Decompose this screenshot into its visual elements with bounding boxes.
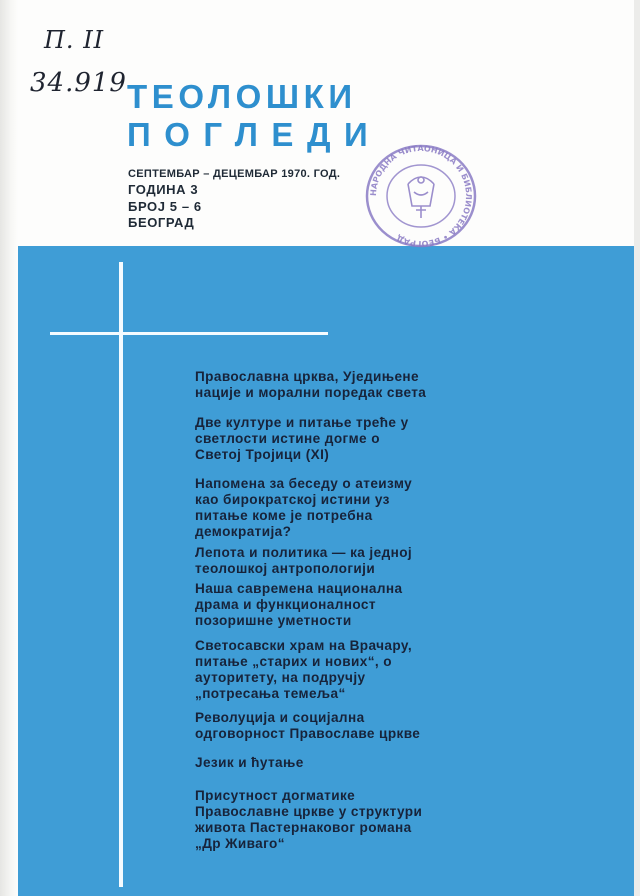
issue-date: СЕПТЕМБАР – ДЕЦЕМБАР 1970. ГОД. [128, 168, 341, 180]
cross-horizontal-bar [50, 332, 328, 335]
contents-item: Православна црква, Уједињене нације и морални поредак света [195, 369, 427, 400]
stamp-text: НАРОДНА ЧИТАОНИЦА И БИБЛИОТЕКА • БЕОГРАД [368, 143, 474, 249]
stamp-emblem [408, 177, 434, 218]
journal-title-line2: ПОГЛЕДИ [127, 116, 382, 153]
contents-item: Светосавски храм на Врачару, питање „старих и нових“, о ауторитету, на подручју „потресања темеља“ [195, 638, 413, 701]
publication-city: БЕОГРАД [128, 215, 195, 230]
contents-item: Лепота и политика — ка једној теолошкој антропологији [195, 545, 413, 576]
handwritten-shelf-mark: П. II [44, 26, 105, 54]
volume-year: ГОДИНА 3 [128, 182, 199, 197]
contents-item: Присутност догматике Православне цркве у структури живота Пастернаковог романа „Др Живаго“ [195, 788, 423, 851]
scan-edge [0, 0, 18, 896]
contents-item: Наша савремена национална драма и функционалност позоришне уметности [195, 581, 403, 628]
contents-item: Језик и ћутање [195, 755, 304, 770]
handwritten-accession-number: 34.919 [30, 68, 127, 98]
contents-item: Напомена за беседу о атеизму као бирократској истини уз питање коме је потребна демократија? [195, 476, 413, 539]
contents-item: Револуција и социјална одговорност Православе цркве [195, 710, 421, 741]
contents-item: Две културе и питање треће у светлости истине догме о Светој Тројици (XI) [195, 415, 409, 462]
issue-number: БРОЈ 5 – 6 [128, 199, 202, 214]
journal-title-line1: ТЕОЛОШКИ [127, 78, 357, 115]
cross-vertical-bar [119, 262, 123, 887]
scan-edge-right [634, 0, 640, 896]
library-stamp-icon [362, 140, 480, 252]
